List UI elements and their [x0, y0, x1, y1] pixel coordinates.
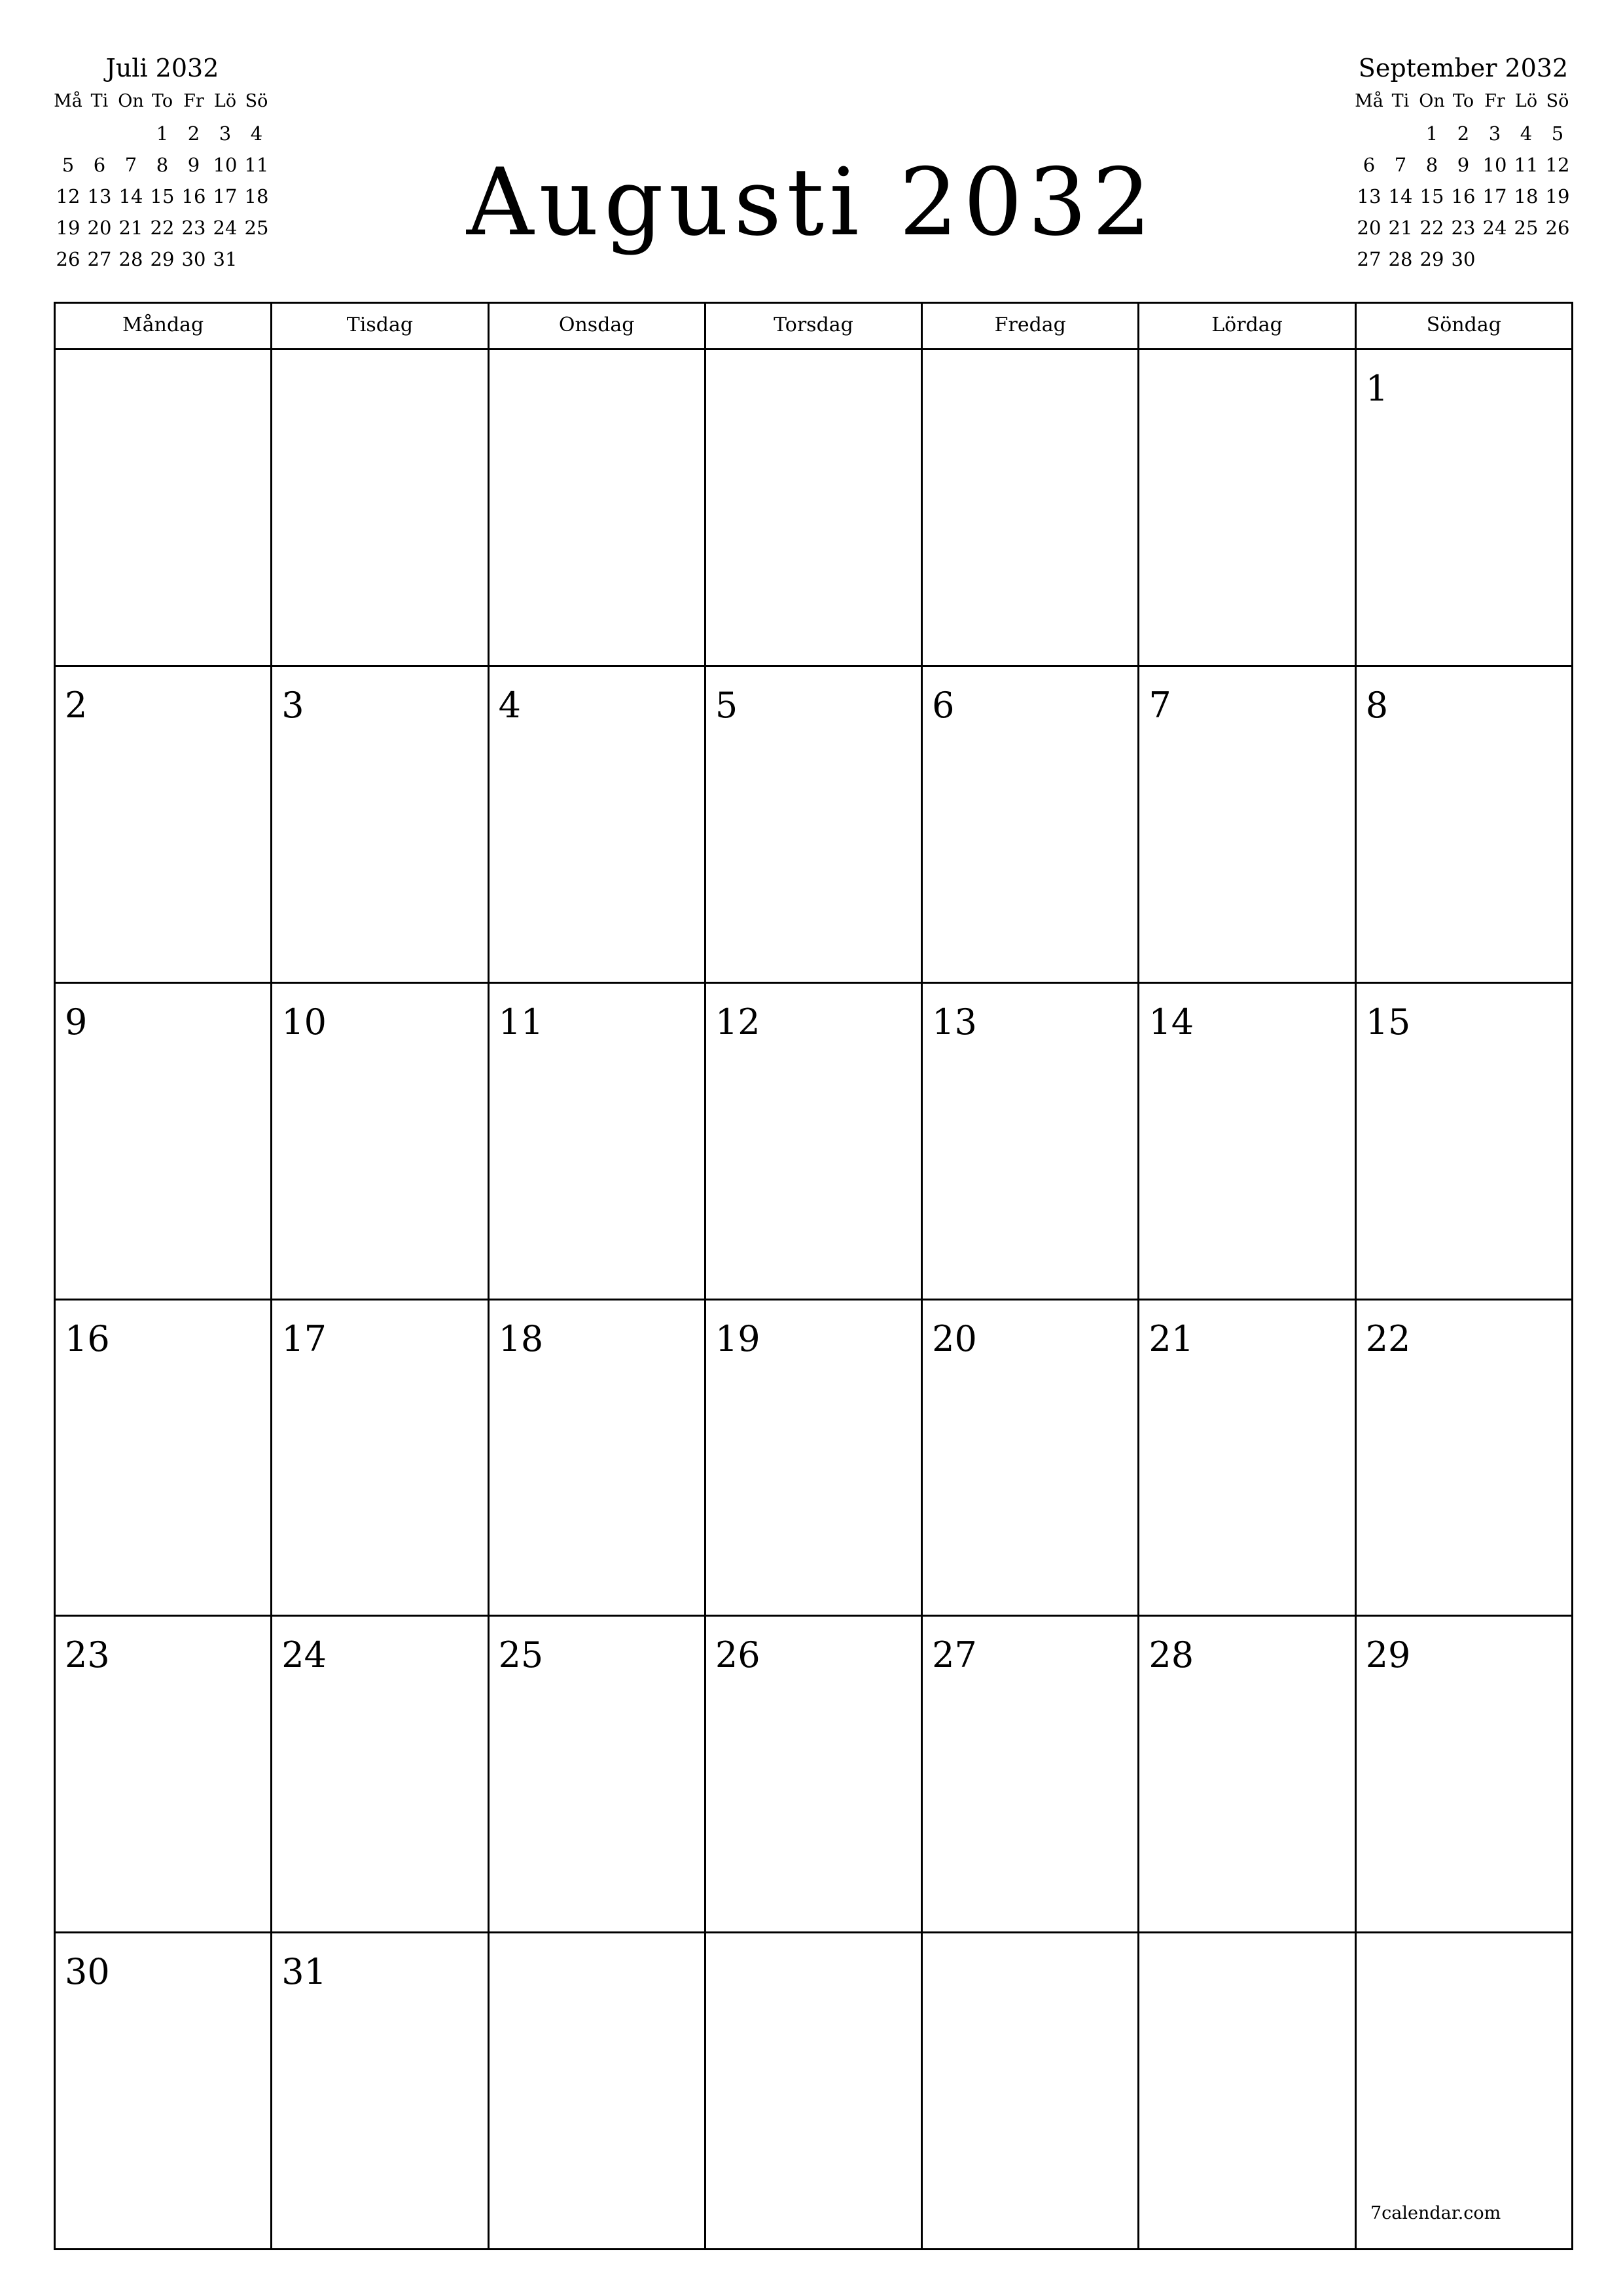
day-cell — [1357, 350, 1573, 667]
mini-day: 27 — [87, 248, 112, 270]
day-cell — [56, 1300, 272, 1617]
day-cell — [923, 1933, 1139, 2250]
mini-day: 30 — [181, 248, 206, 270]
mini-day: 23 — [181, 217, 206, 239]
day-cell — [706, 1933, 923, 2250]
mini-weekday: Fr — [183, 91, 204, 111]
mini-day: 7 — [124, 154, 137, 176]
day-number: 10 — [281, 1001, 327, 1043]
day-number: 20 — [932, 1318, 977, 1359]
mini-day: 29 — [150, 248, 175, 270]
mini-weekday: Fr — [1484, 91, 1505, 111]
weekday-header: Söndag — [1357, 304, 1573, 350]
mini-day: 17 — [1482, 185, 1507, 207]
mini-day: 28 — [1388, 248, 1413, 270]
mini-day — [1542, 243, 1573, 275]
mini-day: 9 — [187, 154, 200, 176]
mini-weekday: Lö — [213, 91, 237, 111]
day-cell — [56, 1617, 272, 1933]
day-number: 1 — [1365, 368, 1389, 409]
mini-day: 27 — [1357, 248, 1382, 270]
mini-calendar-title: Juli 2032 — [105, 54, 219, 82]
day-number: 18 — [498, 1318, 544, 1359]
mini-day: 3 — [219, 122, 232, 145]
weekday-header: Måndag — [56, 304, 272, 350]
day-number: 6 — [932, 684, 955, 726]
day-cell — [706, 667, 923, 984]
mini-weekday: Ti — [90, 91, 109, 111]
day-cell — [1139, 1933, 1356, 2250]
day-cell — [706, 1617, 923, 1933]
day-number: 23 — [65, 1634, 110, 1676]
day-number: 19 — [715, 1318, 760, 1359]
weekday-header: Tisdag — [272, 304, 489, 350]
mini-weekday: Lö — [1514, 91, 1538, 111]
day-cell — [923, 667, 1139, 984]
day-cell — [56, 984, 272, 1300]
day-cell — [1357, 984, 1573, 1300]
mini-day: 18 — [244, 185, 269, 207]
mini-day: 20 — [87, 217, 112, 239]
mini-day: 12 — [1545, 154, 1570, 176]
day-number: 2 — [65, 684, 88, 726]
mini-weekday: Må — [54, 91, 82, 111]
day-cell — [706, 984, 923, 1300]
day-cell — [923, 350, 1139, 667]
mini-day: 19 — [1545, 185, 1570, 207]
mini-day: 23 — [1451, 217, 1476, 239]
mini-day: 6 — [1363, 154, 1376, 176]
day-number: 17 — [281, 1318, 327, 1359]
mini-day — [1353, 118, 1385, 149]
mini-day: 1 — [156, 122, 169, 145]
day-number: 3 — [281, 684, 304, 726]
mini-day: 8 — [156, 154, 169, 176]
mini-weekday: On — [1419, 91, 1445, 111]
mini-weekday: Sö — [1546, 91, 1569, 111]
day-cell — [490, 1933, 706, 2250]
mini-day: 16 — [1451, 185, 1476, 207]
day-cell — [490, 1300, 706, 1617]
day-cell — [1139, 667, 1356, 984]
mini-day — [1385, 118, 1416, 149]
day-cell — [1139, 1300, 1356, 1617]
day-cell — [706, 1300, 923, 1617]
mini-day: 25 — [244, 217, 269, 239]
mini-day: 9 — [1457, 154, 1470, 176]
mini-day: 21 — [1388, 217, 1413, 239]
mini-day: 18 — [1514, 185, 1539, 207]
day-cell — [1139, 350, 1356, 667]
day-cell — [1139, 984, 1356, 1300]
day-cell — [56, 350, 272, 667]
day-cell — [706, 350, 923, 667]
mini-day: 10 — [213, 154, 238, 176]
mini-day: 11 — [1514, 154, 1539, 176]
day-number: 22 — [1365, 1318, 1411, 1359]
mini-day: 22 — [150, 217, 175, 239]
mini-day: 16 — [181, 185, 206, 207]
mini-day: 25 — [1514, 217, 1539, 239]
day-cell — [923, 1617, 1139, 1933]
mini-calendar-grid — [1353, 85, 1573, 275]
mini-day: 26 — [1545, 217, 1570, 239]
day-number: 5 — [715, 684, 738, 726]
mini-day: 7 — [1394, 154, 1407, 176]
day-cell — [490, 1617, 706, 1933]
month-grid — [54, 302, 1573, 2250]
mini-day: 15 — [150, 185, 175, 207]
day-number: 16 — [65, 1318, 110, 1359]
day-number: 29 — [1365, 1634, 1411, 1676]
mini-day: 20 — [1357, 217, 1382, 239]
weekday-header: Torsdag — [706, 304, 923, 350]
day-cell — [923, 1300, 1139, 1617]
day-cell — [56, 1933, 272, 2250]
mini-day: 19 — [56, 217, 80, 239]
credit-link[interactable]: 7calendar.com — [1370, 2203, 1501, 2223]
mini-weekday: Må — [1355, 91, 1383, 111]
mini-day: 22 — [1419, 217, 1444, 239]
day-number: 14 — [1149, 1001, 1194, 1043]
day-number: 9 — [65, 1001, 88, 1043]
day-number: 21 — [1149, 1318, 1194, 1359]
day-cell — [490, 667, 706, 984]
mini-day: 24 — [1482, 217, 1507, 239]
day-number: 12 — [715, 1001, 760, 1043]
day-cell — [490, 350, 706, 667]
mini-day: 4 — [1520, 122, 1533, 145]
day-number: 7 — [1149, 684, 1171, 726]
day-number: 24 — [281, 1634, 327, 1676]
mini-day: 5 — [1551, 122, 1564, 145]
mini-day: 31 — [213, 248, 238, 270]
day-number: 15 — [1365, 1001, 1411, 1043]
day-cell — [1357, 1300, 1573, 1617]
day-number: 11 — [498, 1001, 544, 1043]
weekday-header: Onsdag — [490, 304, 706, 350]
mini-weekday: To — [1452, 91, 1474, 111]
mini-weekday: Ti — [1391, 91, 1410, 111]
mini-calendar-next — [1353, 51, 1573, 275]
day-cell — [1357, 667, 1573, 984]
day-cell — [272, 667, 489, 984]
weekday-header: Fredag — [923, 304, 1139, 350]
mini-day — [1479, 243, 1510, 275]
mini-day: 12 — [56, 185, 80, 207]
mini-weekday: On — [118, 91, 144, 111]
day-number: 28 — [1149, 1634, 1194, 1676]
mini-day: 15 — [1419, 185, 1444, 207]
mini-day: 30 — [1451, 248, 1476, 270]
mini-day: 1 — [1425, 122, 1438, 145]
mini-day: 6 — [93, 154, 106, 176]
mini-day: 21 — [118, 217, 143, 239]
day-cell — [272, 984, 489, 1300]
mini-day: 8 — [1425, 154, 1438, 176]
mini-day: 17 — [213, 185, 238, 207]
mini-day: 14 — [118, 185, 143, 207]
day-number: 8 — [1365, 684, 1389, 726]
day-number: 25 — [498, 1634, 544, 1676]
day-cell — [272, 350, 489, 667]
mini-day: 26 — [56, 248, 80, 270]
day-number: 30 — [65, 1951, 110, 1993]
mini-weekday: Sö — [245, 91, 268, 111]
weekday-header: Lördag — [1139, 304, 1356, 350]
mini-day: 4 — [250, 122, 263, 145]
day-cell — [490, 984, 706, 1300]
day-cell — [1139, 1617, 1356, 1933]
page-title: Augusti 2032 — [466, 149, 1157, 257]
day-cell — [272, 1300, 489, 1617]
day-number: 13 — [932, 1001, 977, 1043]
mini-day: 11 — [244, 154, 269, 176]
mini-day: 2 — [1457, 122, 1470, 145]
day-number: 31 — [281, 1951, 327, 1993]
day-cell — [923, 984, 1139, 1300]
mini-day: 2 — [187, 122, 200, 145]
day-number: 27 — [932, 1634, 977, 1676]
mini-day: 24 — [213, 217, 238, 239]
mini-day: 29 — [1419, 248, 1444, 270]
mini-day — [1510, 243, 1542, 275]
mini-day: 3 — [1488, 122, 1501, 145]
mini-weekday: To — [151, 91, 173, 111]
mini-day: 14 — [1388, 185, 1413, 207]
day-cell — [56, 667, 272, 984]
day-cell — [272, 1617, 489, 1933]
mini-day: 13 — [1357, 185, 1382, 207]
mini-calendar-title: September 2032 — [1358, 54, 1569, 82]
mini-day: 10 — [1482, 154, 1507, 176]
day-cell — [1357, 1617, 1573, 1933]
mini-day: 5 — [62, 154, 75, 176]
mini-day: 13 — [87, 185, 112, 207]
day-cell — [272, 1933, 489, 2250]
day-number: 4 — [498, 684, 521, 726]
mini-day: 28 — [118, 248, 143, 270]
day-number: 26 — [715, 1634, 760, 1676]
